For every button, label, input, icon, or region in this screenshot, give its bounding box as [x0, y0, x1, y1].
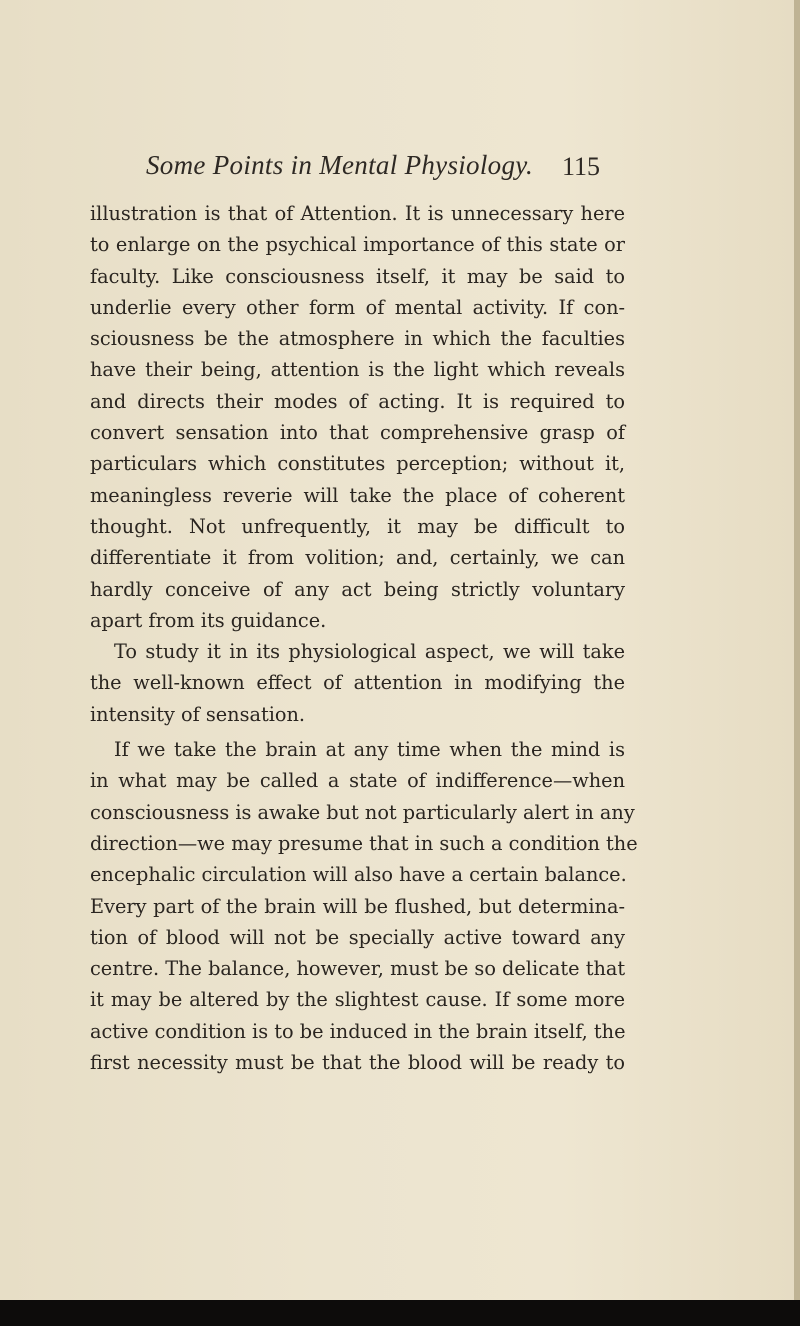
text-line: faculty. Like consciousness itself, it may be said to	[90, 264, 625, 288]
scan-bottom-border	[0, 1300, 800, 1326]
text-line: centre. The balance, however, must be so delicate that	[90, 957, 626, 981]
text-line: particulars which constitutes perception; without it,	[90, 452, 625, 476]
running-head: Some Points in Mental Physiology.	[146, 150, 534, 180]
text-line: the well-known effect of attention in modifying the	[90, 671, 625, 695]
text-line: If we take the brain at any time when the mind is	[114, 738, 625, 762]
text-line: encephalic circulation will also have a certain balance.	[90, 863, 627, 887]
text-line: tion of blood will not be specially active toward any	[90, 925, 625, 949]
text-line: meaningless reverie will take the place of coherent	[90, 483, 625, 507]
text-line: first necessity must be that the blood will be ready to	[90, 1051, 625, 1075]
text-line: consciousness is awake but not particularly alert in any	[90, 800, 635, 824]
text-line: hardly conceive of any act being strictly voluntary	[90, 577, 625, 601]
text-line: apart from its guidance.	[90, 608, 327, 632]
text-line: and directs their modes of acting. It is required to	[90, 389, 625, 413]
page-edge-shadow	[794, 0, 800, 1326]
text-line: differentiate it from volition; and, certainly, we can	[90, 546, 625, 570]
body-text	[90, 198, 638, 1078]
text-line: underlie every other form of mental activity. If con-	[90, 295, 625, 319]
text-line: in what may be called a state of indifference—when	[90, 769, 625, 793]
text-line: active condition is to be induced in the brain itself, the	[90, 1019, 626, 1043]
text-line: it may be altered by the slightest cause. If some more	[90, 988, 625, 1012]
text-line: to enlarge on the psychical importance of this state or	[90, 233, 625, 257]
text-line: have their being, attention is the light which reveals	[90, 358, 625, 382]
text-line: sciousness be the atmosphere in which the faculties	[90, 327, 625, 351]
text-line: intensity of sensation.	[90, 702, 306, 726]
text-line: thought. Not unfrequently, it may be difficult to	[90, 514, 625, 538]
text-line: To study it in its physiological aspect, we will take	[114, 640, 625, 664]
text-line: direction—we may presume that in such a condition the	[90, 831, 638, 855]
text-line: illustration is that of Attention. It is unnecessary here	[90, 202, 625, 225]
page-number: 115	[562, 152, 601, 181]
text-line: convert sensation into that comprehensive grasp of	[90, 421, 625, 445]
text-line: Every part of the brain will be flushed, but determina-	[90, 894, 625, 918]
